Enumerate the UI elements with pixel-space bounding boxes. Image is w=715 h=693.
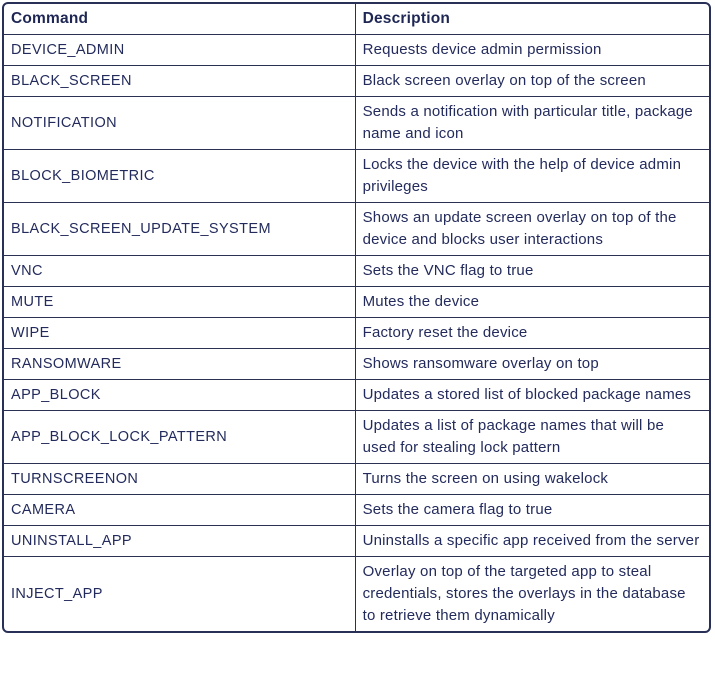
table-row xyxy=(4,411,709,464)
description-cell: Updates a stored list of blocked package names xyxy=(355,380,709,411)
command-table xyxy=(4,4,709,631)
description-cell: Black screen overlay on top of the screen xyxy=(355,66,709,97)
command-cell: MUTE xyxy=(4,287,355,318)
description-cell: Mutes the device xyxy=(355,287,709,318)
description-cell: Locks the device with the help of device admin privileges xyxy=(355,150,709,203)
command-cell: NOTIFICATION xyxy=(4,97,355,150)
command-cell: WIPE xyxy=(4,318,355,349)
command-cell: DEVICE_ADMIN xyxy=(4,35,355,66)
table-body xyxy=(4,35,709,632)
command-cell: APP_BLOCK_LOCK_PATTERN xyxy=(4,411,355,464)
table-row xyxy=(4,287,709,318)
header-cell-command: Command xyxy=(4,4,355,35)
description-cell: Factory reset the device xyxy=(355,318,709,349)
description-cell: Shows an update screen overlay on top of the device and blocks user interactions xyxy=(355,203,709,256)
table-row xyxy=(4,464,709,495)
command-cell: VNC xyxy=(4,256,355,287)
description-cell: Sends a notification with particular title, package name and icon xyxy=(355,97,709,150)
table-row xyxy=(4,203,709,256)
table-row xyxy=(4,318,709,349)
table-row xyxy=(4,349,709,380)
table-row xyxy=(4,495,709,526)
table-row xyxy=(4,380,709,411)
command-cell: BLOCK_BIOMETRIC xyxy=(4,150,355,203)
header-cell-description: Description xyxy=(355,4,709,35)
table-row xyxy=(4,557,709,632)
table-row xyxy=(4,97,709,150)
command-cell: RANSOMWARE xyxy=(4,349,355,380)
command-cell: INJECT_APP xyxy=(4,557,355,632)
command-cell: BLACK_SCREEN xyxy=(4,66,355,97)
table-row xyxy=(4,150,709,203)
command-table-container xyxy=(2,2,711,633)
description-cell: Turns the screen on using wakelock xyxy=(355,464,709,495)
command-cell: APP_BLOCK xyxy=(4,380,355,411)
description-cell: Requests device admin permission xyxy=(355,35,709,66)
command-cell: TURNSCREENON xyxy=(4,464,355,495)
table-header xyxy=(4,4,709,35)
table-row xyxy=(4,256,709,287)
description-cell: Uninstalls a specific app received from the server xyxy=(355,526,709,557)
table-row xyxy=(4,35,709,66)
description-cell: Overlay on top of the targeted app to steal credentials, stores the overlays in the database to retrieve them dynamically xyxy=(362,563,686,624)
table-row xyxy=(4,66,709,97)
command-cell: UNINSTALL_APP xyxy=(4,526,355,557)
description-cell: Updates a list of package names that will be used for stealing lock pattern xyxy=(355,411,709,464)
command-cell: BLACK_SCREEN_UPDATE_SYSTEM xyxy=(4,203,355,256)
description-cell: Shows ransomware overlay on top xyxy=(355,349,709,380)
description-cell: Sets the VNC flag to true xyxy=(355,256,709,287)
table-row xyxy=(4,526,709,557)
header-row xyxy=(4,4,709,35)
description-cell: Sets the camera flag to true xyxy=(355,495,709,526)
command-cell: CAMERA xyxy=(4,495,355,526)
